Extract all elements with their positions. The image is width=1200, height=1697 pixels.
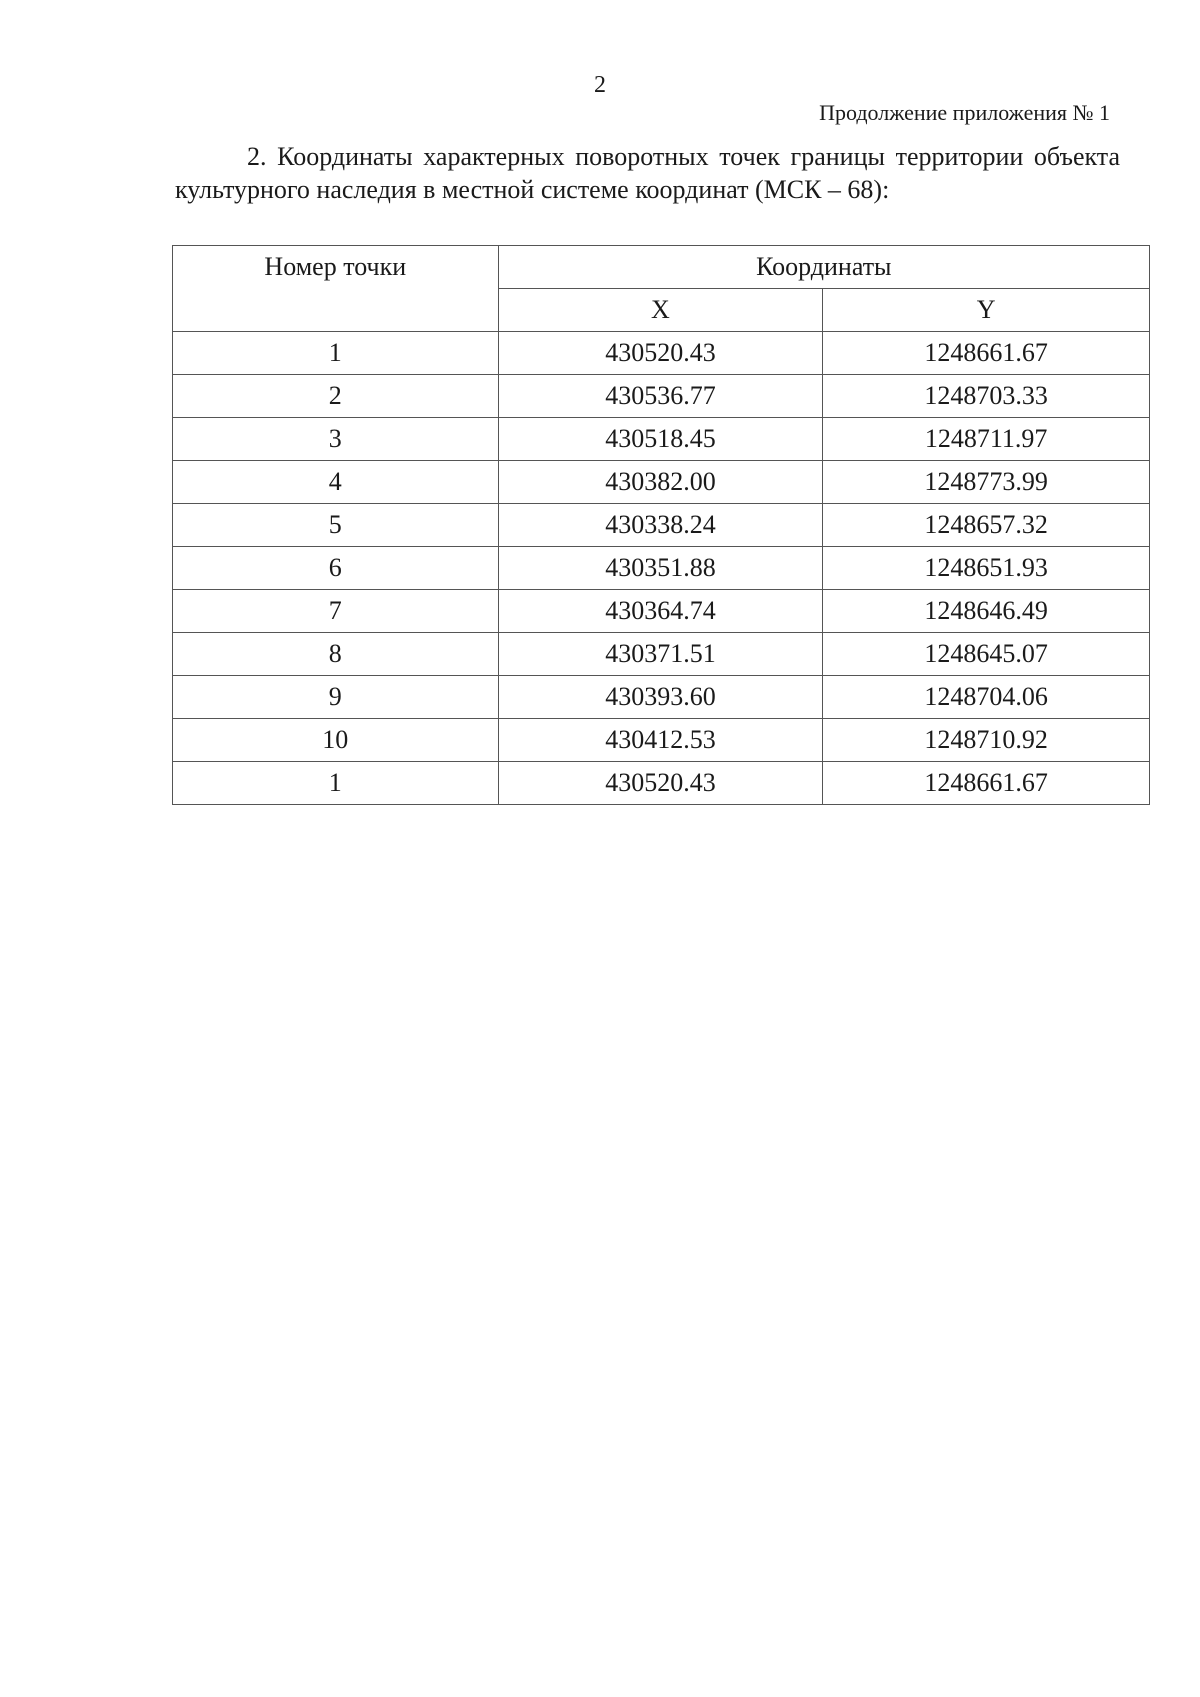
table-header-row: [173, 246, 1150, 289]
point-number-cell: 6: [173, 547, 499, 590]
header-y: Y: [823, 289, 1150, 332]
annex-continuation-note: Продолжение приложения № 1: [819, 100, 1110, 125]
x-coordinate-cell: 430520.43: [498, 332, 823, 375]
y-coordinate-cell: 1248645.07: [823, 633, 1150, 676]
point-number-cell: 1: [173, 762, 499, 805]
y-coordinate-cell: 1248657.32: [823, 504, 1150, 547]
table-row: [173, 504, 1150, 547]
table-row: [173, 719, 1150, 762]
point-number-cell: 4: [173, 461, 499, 504]
header-coordinates: Координаты: [498, 246, 1149, 289]
y-coordinate-cell: 1248661.67: [823, 762, 1150, 805]
coordinates-table: [172, 245, 1150, 805]
coordinates-table-body: [173, 246, 1150, 805]
table-row: [173, 332, 1150, 375]
x-coordinate-cell: 430364.74: [498, 590, 823, 633]
y-coordinate-cell: 1248646.49: [823, 590, 1150, 633]
point-number-cell: 5: [173, 504, 499, 547]
y-coordinate-cell: 1248711.97: [823, 418, 1150, 461]
table-row: [173, 418, 1150, 461]
y-coordinate-cell: 1248710.92: [823, 719, 1150, 762]
table-row: [173, 590, 1150, 633]
y-coordinate-cell: 1248704.06: [823, 676, 1150, 719]
point-number-cell: 2: [173, 375, 499, 418]
table-row: [173, 676, 1150, 719]
intro-paragraph: 2. Координаты характерных поворотных точек границы территории объекта культурного наследия в местной системе координат (МСК – 68):: [175, 142, 1120, 204]
y-coordinate-cell: 1248703.33: [823, 375, 1150, 418]
x-coordinate-cell: 430536.77: [498, 375, 823, 418]
x-coordinate-cell: 430351.88: [498, 547, 823, 590]
x-coordinate-cell: 430393.60: [498, 676, 823, 719]
y-coordinate-cell: 1248661.67: [823, 332, 1150, 375]
point-number-cell: 7: [173, 590, 499, 633]
x-coordinate-cell: 430520.43: [498, 762, 823, 805]
x-coordinate-cell: 430382.00: [498, 461, 823, 504]
y-coordinate-cell: 1248651.93: [823, 547, 1150, 590]
point-number-cell: 8: [173, 633, 499, 676]
x-coordinate-cell: 430371.51: [498, 633, 823, 676]
table-row: [173, 461, 1150, 504]
x-coordinate-cell: 430412.53: [498, 719, 823, 762]
point-number-cell: 9: [173, 676, 499, 719]
header-x: X: [498, 289, 823, 332]
point-number-cell: 3: [173, 418, 499, 461]
point-number-cell: 1: [173, 332, 499, 375]
x-coordinate-cell: 430518.45: [498, 418, 823, 461]
point-number-cell: 10: [173, 719, 499, 762]
table-row: [173, 375, 1150, 418]
table-row: [173, 633, 1150, 676]
page-number: 2: [594, 72, 606, 98]
y-coordinate-cell: 1248773.99: [823, 461, 1150, 504]
x-coordinate-cell: 430338.24: [498, 504, 823, 547]
table-row: [173, 762, 1150, 805]
table-row: [173, 547, 1150, 590]
header-point-number: Номер точки: [173, 246, 499, 332]
